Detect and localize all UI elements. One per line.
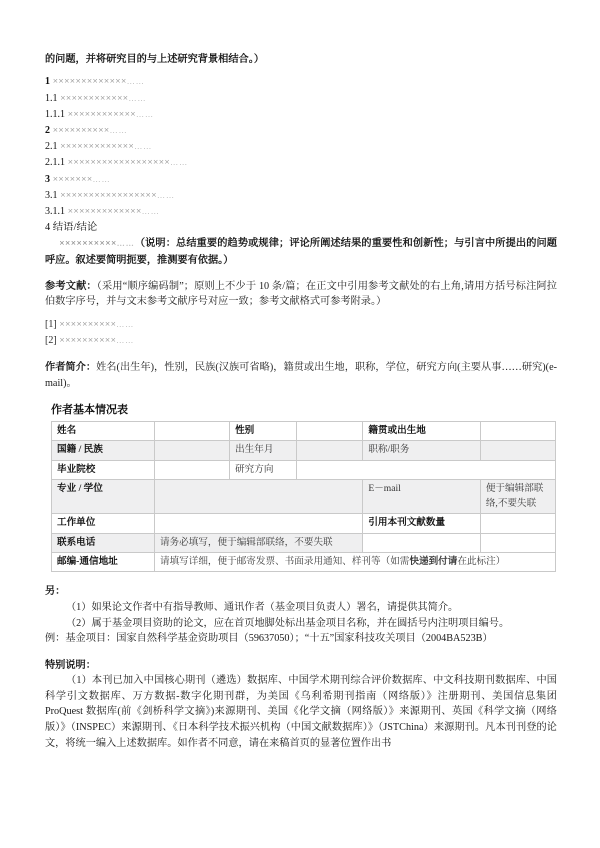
outline-dots: …… xyxy=(170,158,189,168)
outline-item xyxy=(45,74,557,90)
special-item-1: （1）本刊已加入中国核心期刊（遴选）数据库、中国学术期刊综合评价数据库、中文科技期刊数据库、中国科学引文数据库、万方数据-数字化期刊群，为美国《乌利希期刊指南（网络版）》注册期刊、美国信息集团 ProQuest 数据库(前《剑桥科学文摘》)来源期刊、美国《化学文摘（网络版）》来源期刊、英国《科学文摘（网络版）》（INSPEC）来源期刊、《日本科学技术振兴机构（中国文献数据库）》（JSTChina）来源期刊。凡本刊刊登的论文，将统一编入上述数据库。如作者不同意，请在来稿首页的显著位置作出书 xyxy=(45,675,557,749)
reference-placeholder-x: ×××××××××× xyxy=(56,319,117,330)
table-cell-input[interactable] xyxy=(154,422,229,441)
document-content xyxy=(45,52,557,751)
table-cell-input[interactable] xyxy=(480,441,555,460)
outline-placeholder-x: ×××××××××× xyxy=(50,126,110,137)
table-cell-input[interactable] xyxy=(363,533,481,552)
table-row xyxy=(52,533,556,552)
table-row xyxy=(52,552,556,571)
table-row xyxy=(52,480,556,514)
table-cell-label: 请务必填写，便于编辑部联络，不要失联 xyxy=(154,533,362,552)
outline-number: 2.1.1 xyxy=(45,157,65,169)
outline-dots: …… xyxy=(109,126,128,136)
outline-dots: …… xyxy=(136,109,154,119)
outline-number: 3.1.1 xyxy=(45,206,65,218)
outline-dots: …… xyxy=(156,190,175,200)
reference-dots: …… xyxy=(116,319,135,329)
author-bio-block xyxy=(45,360,557,391)
table-cell-label: 职称/职务 xyxy=(363,441,481,460)
table-cell-input[interactable] xyxy=(480,422,555,441)
conclusion-note-text: （说明：总结重要的趋势或规律；评论所阐述结果的重要性和创新性；与引言中所提出的问题呼应。叙述要简明扼要，推测要有依据。） xyxy=(45,238,557,266)
outline-dots: …… xyxy=(134,142,153,152)
author-info-table xyxy=(51,421,556,572)
outline-number: 3.1 xyxy=(45,189,58,201)
conclusion-note xyxy=(45,236,557,268)
table-row xyxy=(52,441,556,460)
outline-dots: …… xyxy=(92,174,111,184)
extra-item-1: （1）如果论文作者中有指导教师、通讯作者（基金项目负责人）署名，请提供其简介。 xyxy=(66,601,459,613)
table-cell-label: 毕业院校 xyxy=(52,460,155,479)
author-bio-text: 姓名(出生年)，性别，民族(汉族可省略)，籍贯或出生地，职称，学位，研究方向(主要从事……研究)(e-mail)。 xyxy=(45,362,557,389)
outline-item xyxy=(45,139,557,155)
reference-dots: …… xyxy=(116,336,135,346)
table-row xyxy=(52,422,556,441)
outline-item xyxy=(45,107,557,123)
top-paragraph: 的问题，并将研究目的与上述研究背景相结合。） xyxy=(45,54,265,65)
table-cell-label: 便于编辑部联络,不要失联 xyxy=(480,480,555,514)
outline-placeholder-x: ××××××××××××× xyxy=(65,207,142,218)
author-table-title: 作者基本情况表 xyxy=(51,404,128,417)
outline-placeholder-x: ××××××××××××× xyxy=(57,142,135,153)
references-block xyxy=(45,279,557,310)
outline-placeholder-x: ×××××××××××××××××× xyxy=(65,158,171,169)
outline-item xyxy=(45,172,557,188)
outline-placeholder-x: ××××××× xyxy=(50,174,93,185)
table-note-tail: 在此标注） xyxy=(457,555,506,567)
author-table-section xyxy=(45,402,557,572)
outline-dots: …… xyxy=(126,77,145,87)
outline-number: 2 xyxy=(45,125,50,137)
table-cell-label: 姓名 xyxy=(52,422,155,441)
outline-number: 1.1 xyxy=(45,92,58,104)
table-cell-input[interactable] xyxy=(154,441,229,460)
outline-dots: …… xyxy=(141,207,160,217)
table-cell-label: 出生年月 xyxy=(230,441,297,460)
table-cell-input[interactable] xyxy=(154,514,362,533)
outline-placeholder-x: ××××××××××××× xyxy=(50,77,127,88)
reference-placeholder-x: ×××××××××× xyxy=(56,336,117,347)
outline-number: 1 xyxy=(45,76,50,88)
conclusion-dots: …… xyxy=(116,239,135,249)
table-row xyxy=(52,514,556,533)
outline-list xyxy=(45,74,557,220)
table-cell-label: 国籍 / 民族 xyxy=(52,441,155,460)
table-cell-input[interactable] xyxy=(296,460,555,479)
outline-number: 3 xyxy=(45,173,50,185)
references-items xyxy=(45,317,557,349)
table-cell-label: 邮编-通信地址 xyxy=(52,552,155,571)
outline-item xyxy=(45,204,557,220)
table-cell-input[interactable] xyxy=(480,533,555,552)
table-note-emphasis: 快递到付请 xyxy=(409,555,458,567)
references-note: （采用“顺序编码制”；原则上不少于 10 条/篇；在正文中引用参考文献处的右上角,请用方括号标注阿拉伯数字序号，并与文末参考文献序号对应一致；参考文献格式可参考附录。） xyxy=(45,281,557,308)
reference-marker: [1] xyxy=(45,318,57,330)
table-cell-label: 请填写详细，便于邮寄发票、书面录用通知、样刊等（如需快递到付请在此标注） xyxy=(154,552,555,571)
outline-number: 1.1.1 xyxy=(45,108,65,120)
table-cell-label: 性别 xyxy=(230,422,297,441)
table-cell-label: 籍贯或出生地 xyxy=(363,422,481,441)
outline-placeholder-x: ×××××××××××× xyxy=(65,109,136,120)
table-cell-label: 联系电话 xyxy=(52,533,155,552)
extra-item-2: （2）属于基金项目资助的论文，应在首页地脚处标出基金项目名称，并在圆括号内注明项目编号。 xyxy=(66,617,510,629)
table-row xyxy=(52,460,556,479)
table-cell-label: E－mail xyxy=(363,480,481,514)
table-cell-label: 研究方向 xyxy=(230,460,297,479)
table-cell-input[interactable] xyxy=(154,460,229,479)
table-cell-label: 专业 / 学位 xyxy=(52,480,155,514)
outline-number: 2.1 xyxy=(45,141,58,153)
extra-heading: 另： xyxy=(45,586,66,598)
conclusion-placeholder-x: ×××××××××× xyxy=(45,239,117,250)
extra-example: 例：基金项目：国家自然科学基金资助项目（59637050）；“十五”国家科技攻关项目（2004BA523B） xyxy=(45,633,493,645)
reference-item xyxy=(45,333,557,349)
outline-placeholder-x: ××××××××××××××××× xyxy=(57,190,157,201)
outline-item xyxy=(45,188,557,204)
table-cell-input[interactable] xyxy=(296,441,363,460)
special-heading: 特别说明： xyxy=(45,659,96,671)
extra-section xyxy=(45,584,557,646)
conclusion-heading: 4 结语/结论 xyxy=(45,222,98,234)
outline-item xyxy=(45,155,557,171)
table-cell-input[interactable] xyxy=(154,480,362,514)
table-cell-input[interactable] xyxy=(296,422,363,441)
author-bio-label: 作者简介： xyxy=(45,362,97,374)
reference-item xyxy=(45,317,557,333)
outline-dots: …… xyxy=(128,93,147,103)
reference-marker: [2] xyxy=(45,335,57,347)
table-cell-label: 工作单位 xyxy=(52,514,155,533)
references-label: 参考文献： xyxy=(45,281,97,293)
outline-item xyxy=(45,123,557,139)
outline-item xyxy=(45,91,557,107)
special-section xyxy=(45,658,557,752)
table-cell-input[interactable] xyxy=(480,514,555,533)
table-cell-label: 引用本刊文献数量 xyxy=(363,514,481,533)
outline-placeholder-x: ×××××××××××× xyxy=(57,93,129,104)
